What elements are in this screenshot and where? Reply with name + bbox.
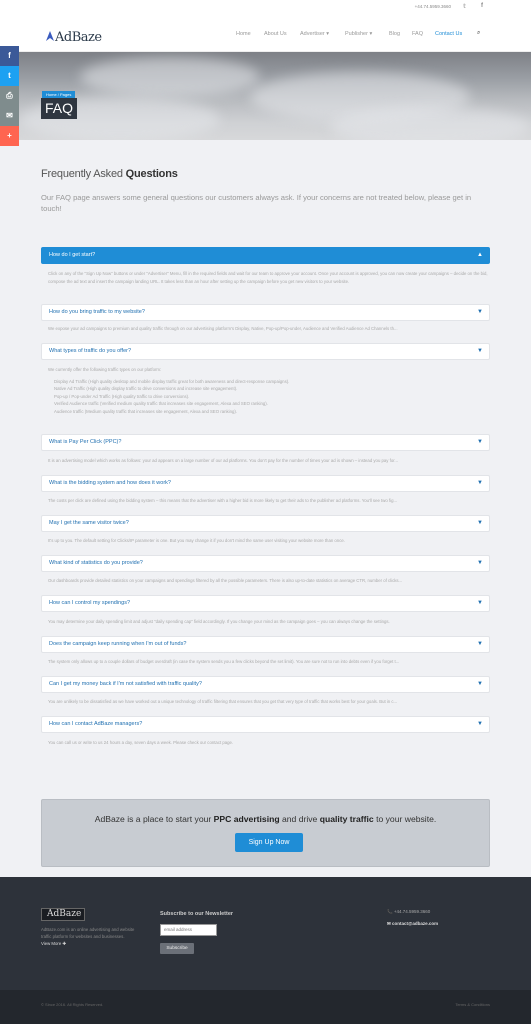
twitter-icon[interactable]: t bbox=[0, 66, 19, 86]
faq-answer: You are unlikely to be dissatisfied as we have worked out a unique technology of traffic filtering that ensures that you get that very type of traffic that works best for your goals. But in c... bbox=[48, 699, 398, 704]
heading-light: Frequently Asked bbox=[41, 168, 126, 180]
faq-question[interactable] bbox=[41, 515, 490, 532]
footer-email-text: contact@adbaze.com bbox=[392, 921, 439, 926]
chevron-down-icon: ▼ bbox=[477, 348, 483, 354]
faq-question-label: What is Pay Per Click (PPC)? bbox=[49, 439, 122, 445]
faq-answer bbox=[48, 366, 488, 415]
print-icon[interactable]: ⎙ bbox=[0, 86, 19, 106]
chevron-down-icon: ▼ bbox=[477, 641, 483, 647]
footer-phone: 📞 +44.74.5959.3660 bbox=[387, 909, 431, 914]
chevron-down-icon: ▼ bbox=[477, 439, 483, 445]
chevron-down-icon: ▼ bbox=[477, 721, 483, 727]
terms-link[interactable]: Terms & Conditions bbox=[455, 1002, 490, 1007]
faq-answer: You can call us or write to us 24 hours a day, seven days a week. Please check our contact page. bbox=[48, 740, 234, 745]
footer-email[interactable]: ✉ contact@adbaze.com bbox=[387, 921, 439, 926]
footer-description bbox=[41, 926, 136, 947]
cta-text-part: to your website. bbox=[373, 814, 437, 824]
faq-question-label: Can I get my money back if I'm not satisfied with traffic quality? bbox=[49, 681, 202, 687]
cta-text bbox=[42, 814, 489, 824]
faq-answer: Click on any of the "Sign Up Now" buttons or under "Advertiser" Menu, fill in the required fields and wait for our team to approve your account. Once your account is approved, you can now create your campaigns – decide on the bid, compose the ad text and insert the campaign landing URL. It takes less than an hour after setting up the campaign before you get new visitors to your website. bbox=[48, 271, 488, 284]
plus-icon[interactable]: + bbox=[0, 126, 19, 146]
list-item: • Verified Audience traffic (Verified medium quality traffic that increases site engagement, Alexa and SEO ranking). bbox=[54, 400, 488, 408]
nav-home[interactable]: Home bbox=[236, 31, 251, 37]
faq-question-label: May I get the same visitor twice? bbox=[49, 520, 129, 526]
faq-question-label: How can I control my spendings? bbox=[49, 600, 131, 606]
cta-text-bold: quality traffic bbox=[319, 814, 374, 824]
list-item: • Audience traffic (Medium quality traffic that increases site engagement, Alexa and SEO ranking). bbox=[54, 408, 488, 416]
faq-question[interactable] bbox=[41, 343, 490, 360]
breadcrumb[interactable]: Home / Pages bbox=[42, 91, 75, 99]
newsletter-title: Subscribe to our Newsletter bbox=[160, 911, 234, 917]
faq-answer-intro: We currently offer the following traffic types on our platform: bbox=[48, 367, 162, 372]
nav-advertiser[interactable]: Advertiser ▾ bbox=[300, 31, 330, 37]
chevron-down-icon: ▼ bbox=[477, 600, 483, 606]
footer-logo-text: AdBaze bbox=[47, 909, 82, 919]
main-nav bbox=[0, 18, 531, 52]
faq-answer: The system only allows up to a couple dollars of budget overdraft (in case the system sends you a few clicks beyond the set limit). You are sure not to run into debts even if you forget t... bbox=[48, 659, 400, 664]
faq-answer: Our dashboards provide detailed statistics on your campaigns and spendings filtered by all the possible parameters. There is also up-to-date statistics on average CTR, number of clicks... bbox=[48, 578, 403, 583]
facebook-icon[interactable]: f bbox=[481, 3, 483, 9]
faq-question-label: What types of traffic do you offer? bbox=[49, 348, 132, 354]
faq-question-label: How do you bring traffic to my website? bbox=[49, 309, 145, 315]
faq-answer: It's up to you. The default setting for Clicks/IP parameter is one. But you may change it if you don't mind the same user visiting your website more than once. bbox=[48, 538, 345, 543]
phone-number: +44.74.5959.3660 bbox=[414, 4, 451, 9]
cta-text-bold: PPC advertising bbox=[213, 814, 280, 824]
footer-phone-text: +44.74.5959.3660 bbox=[393, 909, 431, 914]
faq-question-label: How do I get start? bbox=[49, 252, 96, 258]
chevron-down-icon: ▼ bbox=[477, 309, 483, 315]
subscribe-button[interactable]: Subscribe bbox=[160, 943, 194, 954]
site-logo[interactable] bbox=[46, 31, 106, 45]
newsletter-email-input[interactable]: email address bbox=[160, 924, 217, 936]
footer-logo[interactable] bbox=[41, 908, 85, 921]
faq-question[interactable] bbox=[41, 595, 490, 612]
faq-question[interactable] bbox=[41, 304, 490, 321]
chevron-down-icon: ▼ bbox=[477, 480, 483, 486]
nav-publisher[interactable]: Publisher ▾ bbox=[345, 31, 373, 37]
faq-answer: The costs per click are defined using the bidding system – this means that the advertiser with a higher bid is more likely to get their ads to the publisher ad platforms. You'll see two fig... bbox=[48, 498, 398, 503]
cta-text-part: and drive bbox=[279, 814, 320, 824]
faq-question-label: Does the campaign keep running when I'm out of funds? bbox=[49, 641, 187, 647]
social-share-rail bbox=[0, 46, 19, 146]
lead-text: Our FAQ page answers some general questions our customers always ask. If your concerns are not treated below, please get in touch! bbox=[41, 193, 472, 213]
nav-contact[interactable]: Contact Us bbox=[435, 31, 463, 37]
faq-question-label: What kind of statistics do you provide? bbox=[49, 560, 143, 566]
cta-box bbox=[41, 799, 490, 867]
sign-up-button[interactable]: Sign Up Now bbox=[235, 833, 303, 852]
facebook-icon[interactable]: f bbox=[0, 46, 19, 66]
chevron-down-icon: ▼ bbox=[477, 681, 483, 687]
faq-question[interactable] bbox=[41, 555, 490, 572]
faq-question-label: How can I contact AdBaze managers? bbox=[49, 721, 143, 727]
logo-mark-icon bbox=[46, 31, 54, 41]
chevron-down-icon: ▼ bbox=[477, 560, 483, 566]
bottom-bar bbox=[0, 990, 531, 1024]
twitter-icon[interactable]: 𝕥 bbox=[463, 4, 466, 10]
faq-question[interactable] bbox=[41, 716, 490, 733]
page-title: FAQ bbox=[41, 98, 77, 119]
section-heading bbox=[41, 168, 490, 180]
nav-faq[interactable]: FAQ bbox=[412, 31, 424, 37]
heading-bold: Questions bbox=[125, 168, 178, 180]
page-banner bbox=[0, 52, 531, 140]
faq-question-label: What is the bidding system and how does it work? bbox=[49, 480, 171, 486]
chevron-up-icon: ▲ bbox=[477, 252, 483, 258]
faq-intro bbox=[41, 168, 490, 214]
nav-about[interactable]: About Us bbox=[264, 31, 287, 37]
faq-question[interactable] bbox=[41, 636, 490, 653]
copyright: © Since 2016. All Rights Reserved. bbox=[41, 1002, 104, 1007]
faq-answer: We expose your ad campaigns to premium and quality traffic through on our advertising platform's Display, Native, Pop-up/Pop-under, Audience and Verified Audience Ad Channels th... bbox=[48, 326, 398, 331]
faq-question[interactable] bbox=[41, 475, 490, 492]
top-bar bbox=[0, 0, 531, 18]
footer bbox=[0, 877, 531, 990]
email-icon[interactable]: ✉ bbox=[0, 106, 19, 126]
faq-question[interactable] bbox=[41, 247, 490, 264]
list-item: • Pop-up / Pop-under Ad Traffic (High quality traffic to drive conversions). bbox=[54, 393, 488, 401]
search-icon[interactable]: ⌕ bbox=[477, 30, 481, 36]
faq-answer: You may determine your daily spending limit and adjust "daily spending cap" field accordingly. If you change your mind as the campaign goes – you can always change the settings. bbox=[48, 619, 390, 624]
view-more-link[interactable]: View More ✚ bbox=[41, 941, 67, 946]
nav-blog[interactable]: Blog bbox=[389, 31, 401, 37]
footer-desc-text: AdBaze.com is an online advertising and website traffic platform for websites and businesses. bbox=[41, 927, 135, 939]
cta-text-part: AdBaze is a place to start your bbox=[94, 814, 214, 824]
chevron-down-icon: ▼ bbox=[477, 520, 483, 526]
faq-question[interactable] bbox=[41, 434, 490, 451]
faq-question[interactable] bbox=[41, 676, 490, 693]
list-item: • Display Ad Traffic (High quality desktop and mobile display traffic great for both awareness and direct-response campaigns). bbox=[54, 378, 488, 386]
traffic-type-list bbox=[48, 378, 488, 416]
logo-text: AdBaze bbox=[55, 30, 102, 45]
list-item: • Native Ad Traffic (High quality display traffic to drive conversions and increase site engagement). bbox=[54, 385, 488, 393]
faq-answer: It is an advertising model which works as follows: your ad appears on a large number of our ad platforms. You don't pay for the number of times your ad is shown – instead you pay for... bbox=[48, 458, 399, 463]
